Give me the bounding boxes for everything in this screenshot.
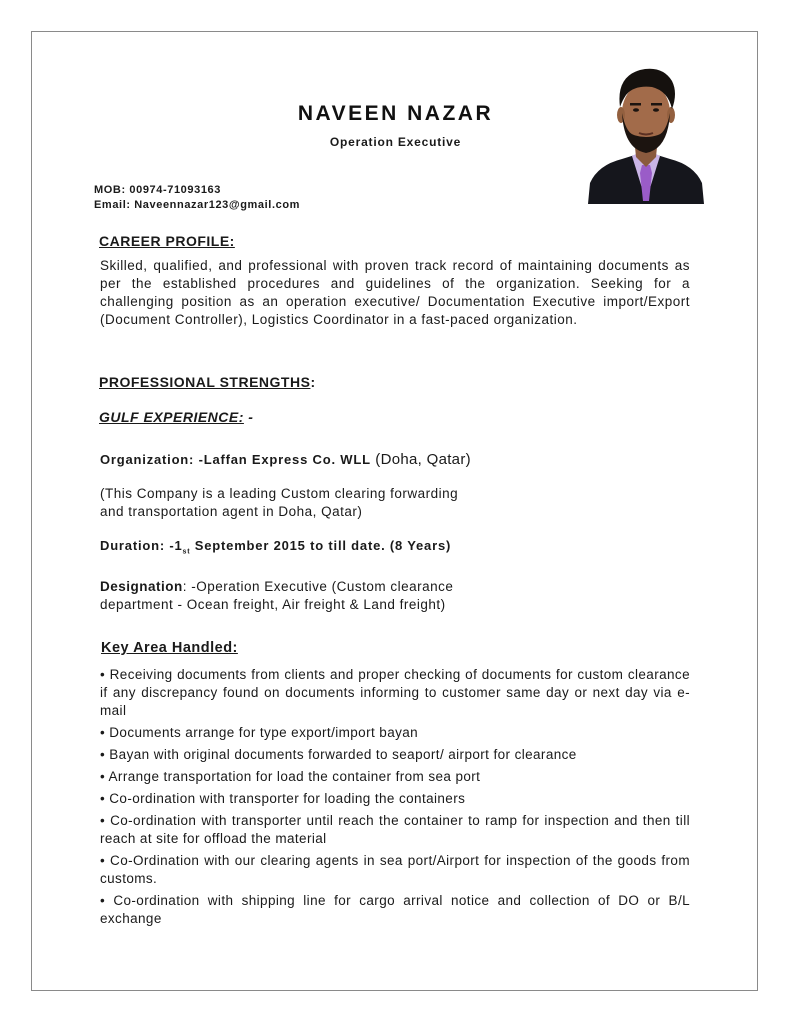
job-title: Operation Executive	[329, 135, 462, 149]
key-area-heading: Key Area Handled:	[101, 640, 238, 656]
organization-description-line2: and transportation agent in Doha, Qatar)	[100, 504, 363, 519]
list-item: • Receiving documents from clients and proper checking of documents for custom clearance if any discrepancy found on documents informing to customer same day or next day via e-mail	[100, 667, 690, 718]
organization-line	[100, 451, 471, 468]
email-address: Email: Naveennazar123@gmail.com	[94, 199, 301, 211]
organization-name: Organization: -Laffan Express Co. WLL	[100, 452, 371, 467]
organization-description	[100, 485, 690, 521]
career-profile-text: Skilled, qualified, and professional with proven track record of maintaining documents as per the established procedures and guidelines of the organization. Seeking for a challenging position as an operation executive/ Documentation Executive import/Export (Document Controller), Logistics Coordinator in a fast-paced organization.	[100, 258, 690, 327]
organization-location: (Doha, Qatar)	[370, 451, 471, 468]
duration-line	[100, 538, 451, 556]
list-item: • Co-ordination with transporter until reach the container to ramp for inspection and then till reach at site for offload the material	[100, 813, 690, 846]
duration-ordinal: st	[182, 548, 191, 556]
candidate-name: NAVEEN NAZAR	[297, 102, 494, 125]
professional-strengths-heading	[99, 374, 316, 390]
list-item: • Bayan with original documents forwarded to seaport/ airport for clearance	[100, 747, 577, 762]
professional-strengths-colon: :	[310, 374, 316, 390]
list-item: • Arrange transportation for load the container from sea port	[100, 769, 481, 784]
key-area-list	[100, 666, 690, 932]
organization-description-line1: (This Company is a leading Custom clearing forwarding	[100, 486, 459, 501]
mobile-number: MOB: 00974-71093163	[94, 184, 221, 196]
list-item: • Co-ordination with shipping line for cargo arrival notice and collection of DO or B/L exchange	[100, 893, 690, 926]
gulf-experience-heading	[99, 409, 253, 425]
gulf-experience-label: GULF EXPERIENCE:	[99, 409, 244, 425]
career-profile-heading: CAREER PROFILE:	[99, 233, 235, 249]
designation-label: Designation	[100, 579, 183, 594]
designation-block	[100, 578, 690, 614]
designation-value-line1: : -Operation Executive (Custom clearance	[182, 579, 454, 594]
duration-prefix: Duration: -1	[100, 538, 183, 553]
list-item: • Documents arrange for type export/import bayan	[100, 725, 419, 740]
profile-photo	[588, 61, 704, 204]
professional-strengths-label: PROFESSIONAL STRENGTHS	[99, 374, 311, 390]
designation-value-line2: department - Ocean freight, Air freight & Land freight)	[100, 597, 446, 612]
duration-rest: September 2015 to till date. (8 Years)	[190, 538, 452, 553]
list-item: • Co-Ordination with our clearing agents in sea port/Airport for inspection of the goods from customs.	[100, 853, 690, 886]
gulf-experience-suffix: -	[243, 409, 254, 425]
list-item: • Co-ordination with transporter for loading the containers	[100, 791, 466, 806]
